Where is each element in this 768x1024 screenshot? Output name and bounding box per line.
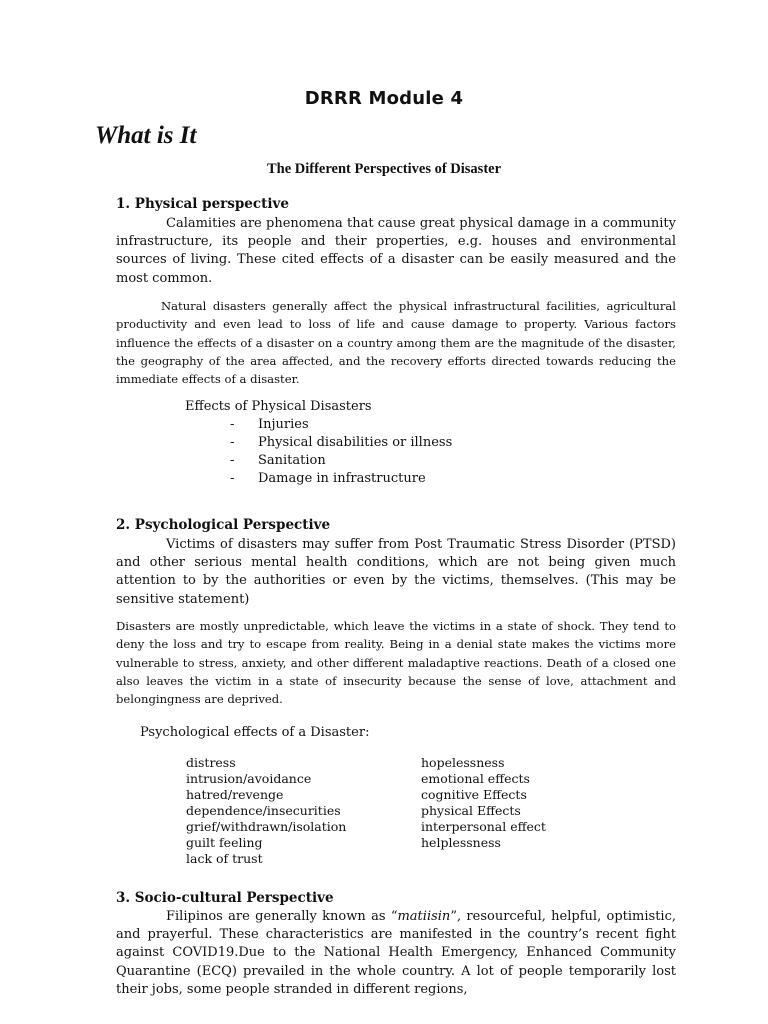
list-item: dependence/insecurities <box>186 803 341 818</box>
psychological-effects-right-column <box>421 755 546 851</box>
psychological-effects-left-column <box>186 755 346 867</box>
document-title: The Different Perspectives of Disaster <box>266 161 502 177</box>
sociocultural-italic-term: matiisin <box>397 909 451 924</box>
list-item: intrusion/avoidance <box>186 771 312 786</box>
dash-bullet: - <box>230 435 235 450</box>
list-item: emotional effects <box>421 771 530 786</box>
list-item: hatred/revenge <box>186 787 284 802</box>
dash-bullet: - <box>230 417 235 432</box>
psychological-effects-title: Psychological effects of a Disaster: <box>140 725 370 740</box>
list-item: helplessness <box>421 835 501 850</box>
list-item <box>230 470 452 488</box>
psychological-paragraph-1: Victims of disasters may suffer from Post Traumatic Stress Disorder (PTSD) and other serious mental health conditions, which are not being given much attention to by the authorities or even by the victims, themselves. (This may be sensitive statement) <box>116 537 676 607</box>
list-item: interpersonal effect <box>421 819 546 834</box>
list-item-text: Damage in infrastructure <box>258 471 426 486</box>
sociocultural-paragraph <box>116 908 676 999</box>
list-item: cognitive Effects <box>421 787 527 802</box>
dash-bullet: - <box>230 453 235 468</box>
list-item <box>230 416 452 434</box>
list-item-text: Physical disabilities or illness <box>258 435 453 450</box>
sociocultural-perspective-heading: 3. Socio-cultural Perspective <box>116 890 334 906</box>
list-item <box>230 434 452 452</box>
sociocultural-text-start: Filipinos are generally known as “ <box>166 909 398 924</box>
physical-effects-list <box>230 416 452 488</box>
list-item: distress <box>186 755 236 770</box>
list-item: physical Effects <box>421 803 521 818</box>
list-item: guilt feeling <box>186 835 263 850</box>
sociocultural-text-end: ”, resourceful, helpful, optimistic, and prayerful. These characteristics are manifested in the country’s recent fight against COVID19.Due to the National Health Emergency, Enhanced Community Quarantine (ECQ) prevailed in the whole country. A lot of people temporarily lost their jobs, some people stranded in different regions, <box>116 909 677 997</box>
section-title: What is It <box>95 122 197 149</box>
psychological-perspective-heading: 2. Psychological Perspective <box>116 517 331 533</box>
physical-effects-title: Effects of Physical Disasters <box>185 399 372 414</box>
list-item-text: Injuries <box>258 417 309 432</box>
list-item: lack of trust <box>186 851 263 866</box>
dash-bullet: - <box>230 471 235 486</box>
psychological-paragraph-2: Disasters are mostly unpredictable, which leave the victims in a state of shock. They tend to deny the loss and try to escape from reality. Being in a denial state makes the victims more vulnerable to stress, anxiety, and other different maladaptive reactions. Death of a closed one also leaves the victim in a state of insecurity because the sense of love, attachment and belongingness are deprived. <box>116 619 676 707</box>
list-item: grief/withdrawn/isolation <box>186 819 347 834</box>
list-item-text: Sanitation <box>258 453 326 468</box>
physical-perspective-heading: 1. Physical perspective <box>116 196 289 212</box>
physical-paragraph-2: Natural disasters generally affect the physical infrastructural facilities, agricultural productivity and even lead to loss of life and cause damage to property. Various factors influence the effects of a disaster on a country among them are the magnitude of the disaster, the geography of the area affected, and the recovery efforts directed towards reducing the immediate effects of a disaster. <box>116 299 676 387</box>
list-item: hopelessness <box>421 755 505 770</box>
physical-paragraph-1: Calamities are phenomena that cause great physical damage in a community infrastructure, its people and their properties, e.g. houses and environmental sources of living. These cited effects of a disaster can be easily measured and the most common. <box>116 216 676 286</box>
module-title: DRRR Module 4 <box>304 88 464 109</box>
list-item <box>230 452 452 470</box>
